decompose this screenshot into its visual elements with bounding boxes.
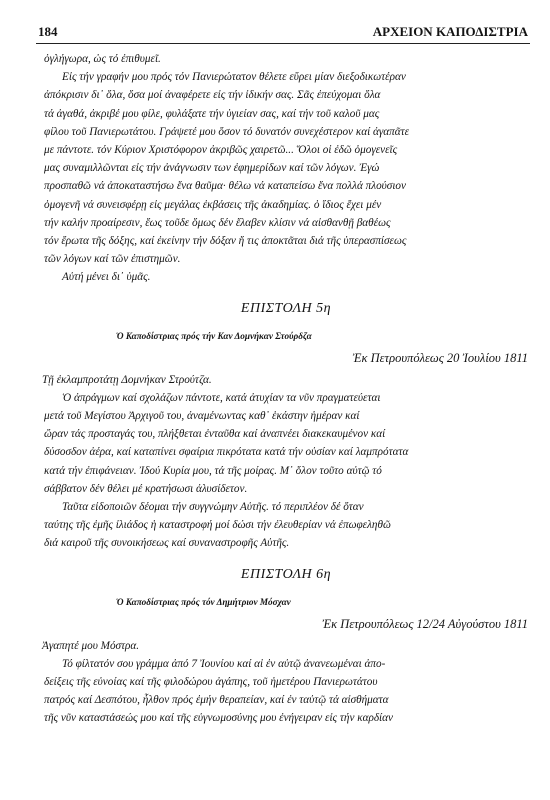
- text-line: Ὁ ἀπράγμων καί σχολάζων πάντοτε, κατά ἀτυχίαν τα νῦν πραγματεύεται: [62, 391, 381, 404]
- text-line: διά καιροῦ τῆς συνοικήσεως καί συναναστροφῆς Αὐτῆς.: [44, 537, 290, 550]
- letter-5-dateline: Ἐκ Πετρουπόλεως 20 Ἰουλίου 1811: [352, 350, 528, 365]
- text-line: τόν ἔρωτα τῆς δόξης, καί ἐκείνην τήν δόξαν ἥ τις ἀποκτᾶται διά τῆς ὑπερασπίσεως: [44, 235, 407, 248]
- text-line: προσπαθῶ νά ἀποκαταστήσω ἕνα θαῦμα· θέλω νά καταπείσω ἕνα πολλά πλούσιον: [44, 180, 406, 193]
- page-number: 184: [38, 24, 58, 39]
- text-line: κατά τήν ἐπιφάνειαν. Ἰδού Κυρία μου, τά τῆς μοίρας. Μ᾿ ὅλον τοῦτο αὐτῷ τό: [44, 464, 382, 477]
- text-line: ταύτης τῆς ἐμῆς ἰλιάδος ἡ καταστροφή μοί δώσι τήν ἐλευθερίαν νά ἐπωφεληθῶ: [44, 519, 391, 532]
- letter-6-body: [44, 655, 528, 728]
- running-header: [38, 24, 528, 40]
- text-line: δείξεις τῆς εὐνοίας καί τῆς φιλοδώρου ἀγάπης, τοῦ ἡμετέρου Πανιερωτάτου: [44, 676, 378, 689]
- text-line: με πάντοτε. τόν Κύριον Χριστόφορον ἀκριβῶς χαιρετῶ... Ὅλοι οἱ ἐδῶ ὁμογενεῖς: [44, 144, 398, 157]
- text-line: σάββατον δέν θέλει μέ κρατήσωσι ἀλυσίδετον.: [44, 482, 248, 495]
- letter-6-title: ΕΠΙΣΤΟΛΗ 6η: [240, 566, 332, 582]
- letter-6-dateline: Ἐκ Πετρουπόλεως 12/24 Αὐγούστου 1811: [322, 616, 528, 631]
- text-line: τά ἀγαθά, ἀκριβέ μου φίλε, φυλάξατε τήν ὑγιείαν σας, καί τήν τοῦ καλοῦ μας: [44, 107, 380, 120]
- letter-5-heading: Ὁ Καποδίστριας πρός τήν Καν Δομνήκαν Στούρδζα: [116, 330, 312, 341]
- page-body: [44, 50, 528, 728]
- text-line: Ταῦτα εἰδοποιῶν δέομαι τήν συγγνώμην Αὐτῆς. τό περιπλέον δέ ὅταν: [62, 501, 364, 514]
- text-line: μας συναμιλλῶνται εἰς τήν ἀνάγνωσιν των ἐφημερίδων καί τῶν λόγων. Ἐγώ: [44, 162, 380, 175]
- text-line: μετά τοῦ Μεγίστου Ἀρχιγοῦ του, ἀναμένωντας καθ᾿ ἑκάστην ἡμέραν καί: [44, 410, 360, 423]
- text-line: δύσοσδον ἀέρα, καί καταπίνει σφαίρια πικρότατα κατά τήν οὐσίαν καί λαμπρότατα: [44, 446, 409, 459]
- text-line: τῆς νῦν καταστάσεώς μου καί τῆς εὐγνωμοσύνης μου ἐνήγειραν εἰς τήν καρδίαν: [44, 712, 393, 725]
- closing-line: Αὐτή μένει δι᾿ ὑμᾶς.: [62, 271, 151, 284]
- text-line: ὀγλήγωρα, ὡς τό ἐπιθυμεῖ.: [44, 53, 161, 65]
- text-line: ἀπόκρισιν δι᾿ ὅλα, ὅσα μοί ἀναφέρετε εἰς τήν ἰδικήν σας. Σᾶς ἐπεύχομαι ὅλα: [44, 89, 381, 102]
- running-title: ΑΡΧΕΙΟΝ ΚΑΠΟΔΙΣΤΡΙΑ: [372, 24, 528, 39]
- letter-5-salutation: Τῇ ἐκλαμπροτάτῃ Δομνήκαν Στρούτζα.: [42, 373, 212, 386]
- letter-6-salutation: Ἀγαπητέ μου Μόστρα.: [42, 639, 140, 652]
- text-line: φίλου τοῦ Πανιερωτάτου. Γράψετέ μου ὅσον τό δυνατόν συνεχέστερον καί ἀγαπᾶτε: [44, 125, 410, 138]
- letter-5-title: ΕΠΙΣΤΟΛΗ 5η: [240, 300, 332, 316]
- letter-6-heading: Ὁ Καποδίστριας πρός τόν Δημήτριον Μόσχαν: [116, 596, 291, 607]
- text-line: ὁμογενῆ νά συνεισφέρῃ εἰς μεγάλας ἐκβάσεις τῆς ἀκαδημίας. ὁ ἴδιος ἔχει μέν: [44, 198, 382, 211]
- text-line: τήν καλήν προαίρεσιν, ἕως τοῦδε ὅμως δέν ἔλαβεν κλίσιν νά αἰσθανθῇ βαθέως: [44, 216, 391, 229]
- text-line: πατρός καί Δεσπότου, ἦλθον πρός ἐμήν θεραπείαν, καί ἐν ταὐτῷ τά αἰσθήματα: [44, 694, 389, 707]
- header-rule: [36, 43, 530, 44]
- letter-5-body: [44, 389, 528, 553]
- text-line: Εἰς τήν γραφήν μου πρός τόν Πανιερώτατον θέλετε εὕρει μίαν διεξοδικωτέραν: [62, 71, 406, 84]
- text-line: Τό φίλτατόν σου γράμμα ἀπό 7 Ἰουνίου καί αἱ ἐν αὐτῷ ἀνανεωμέναι ἀπο-: [62, 657, 386, 670]
- text-line: ὥραν τάς προσταγάς του, πλήξθεται ἐνταῦθα καί ἀναπνέει διακεκαυμένον καί: [44, 428, 386, 441]
- previous-letter-ending: [44, 50, 528, 287]
- text-line: τῶν λόγων καί τῶν ἐπιστημῶν.: [44, 253, 181, 266]
